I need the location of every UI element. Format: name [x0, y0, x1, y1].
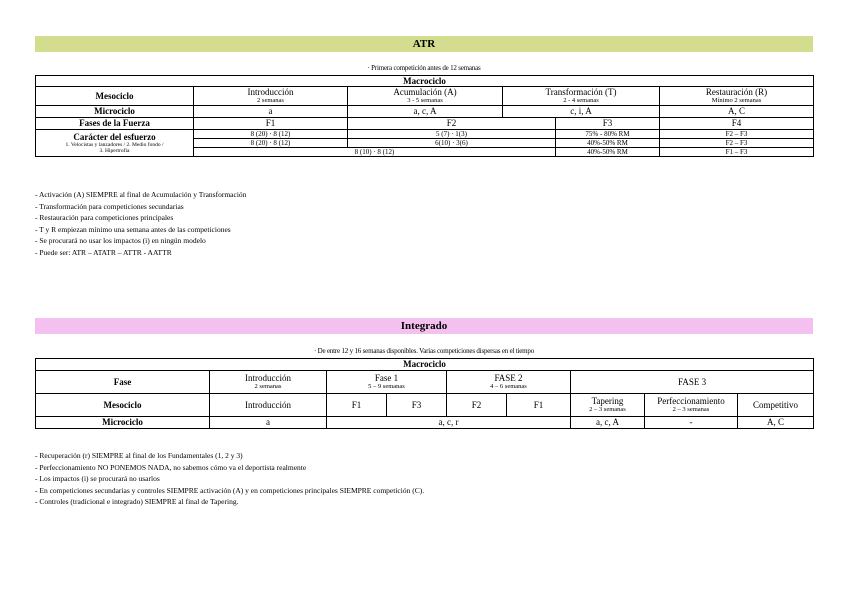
table-row: [36, 106, 814, 118]
table-row: [36, 87, 814, 106]
fuerza-cell: F4: [660, 118, 814, 130]
atr-title-bar: [35, 36, 813, 52]
micro-cell: -: [645, 417, 738, 429]
meso-cell: F1: [327, 394, 387, 417]
meso-cell: F1: [507, 394, 571, 417]
list-item: - Puede ser: ATR – ATATR – ATTR - AATTR: [35, 247, 172, 257]
atr-notes-list: [35, 189, 246, 259]
micro-cell: a: [194, 106, 348, 118]
phase-introduccion: Introducción 2 semanas: [194, 87, 348, 106]
integrado-title: Integrado: [400, 320, 448, 332]
micro-cell: a, c, A: [348, 106, 503, 118]
caracter-cell: 40%-50% RM: [556, 148, 660, 157]
list-item: - Controles (tradicional e integrado) SIEMPRE al final de Tapering.: [35, 497, 239, 507]
table-row: [36, 359, 814, 371]
list-item: - Activación (A) SIEMPRE al final de Acumulación y Transformación: [35, 190, 247, 199]
microciclo-label: Microciclo: [36, 106, 194, 118]
micro-cell: A, C: [738, 417, 814, 429]
caracter-cell: F1 – F3: [660, 148, 814, 157]
table-row: [36, 417, 814, 429]
caracter-cell: 40%-50% RM: [556, 139, 660, 148]
integrado-table: [35, 358, 814, 429]
phase-acumulacion: Acumulación (A) 3 - 5 semanas: [348, 87, 503, 106]
list-item: - Transformación para competiciones secundarias: [35, 201, 184, 211]
fase-label: Fase: [36, 371, 210, 394]
meso-cell: Introducción: [210, 394, 327, 417]
macrociclo-header: Macrociclo: [36, 359, 814, 371]
micro-cell: A, C: [660, 106, 814, 118]
caracter-cell: 8 (10) · 8 (12): [194, 148, 556, 157]
list-item: - En competiciones secundarias y controles SIEMPRE activación (A) y en competiciones principales SIEMPRE competición (C).: [35, 485, 425, 495]
phase-restauracion: Restauración (R) Mínimo 2 semanas: [660, 87, 814, 106]
macrociclo-header: Macrociclo: [36, 76, 814, 87]
micro-cell: a: [210, 417, 327, 429]
fase-1: Fase 1 5 – 9 semanas: [327, 371, 447, 394]
micro-cell: c, i, A: [503, 106, 660, 118]
integrado-title-bar: [35, 318, 813, 334]
fase-introduccion: Introducción 2 semanas: [210, 371, 327, 394]
fases-fuerza-label: Fases de la Fuerza: [36, 118, 194, 130]
table-row: [36, 394, 814, 417]
list-item: - T y R empiezan mínimo una semana antes de las competiciones: [35, 224, 231, 234]
fase-3: FASE 3: [571, 371, 814, 394]
phase-transformacion: Transformación (T) 2 - 4 semanas: [503, 87, 660, 106]
micro-cell: a, c, A: [571, 417, 645, 429]
caracter-cell: F2 – F3: [660, 130, 814, 139]
atr-table: [35, 75, 814, 157]
microciclo-label: Microciclo: [36, 417, 210, 429]
caracter-cell: 8 (20) · 8 (12): [194, 130, 348, 139]
list-item: - Recuperación (r) SIEMPRE al final de los Fundamentales (1, 2 y 3): [35, 451, 243, 460]
table-row: [36, 371, 814, 394]
integrado-note: · De entre 12 y 16 semanas disponibles. Varias competiciones dispersas en el tiempo: [313, 347, 535, 355]
table-row: [36, 76, 814, 87]
caracter-cell: 75% - 80% RM: [556, 130, 660, 139]
meso-cell: F3: [387, 394, 447, 417]
caracter-label: Carácter del esfuerzo 1. Velocistas y lanzadores / 2. Medio fondo / 3. Hipertrofia: [36, 130, 194, 157]
caracter-cell: F2 – F3: [660, 139, 814, 148]
list-item: - Perfeccionamiento NO PONEMOS NADA, no sabemos cómo va el deportista realmente: [35, 462, 307, 472]
fuerza-cell: F1: [194, 118, 348, 130]
meso-tapering: Tapering 2 – 3 semanas: [571, 394, 645, 417]
table-row: [36, 118, 814, 130]
meso-cell: F2: [447, 394, 507, 417]
list-item: - Se procurará no usar los impactos (i) en ningún modelo: [35, 236, 206, 246]
meso-competitivo: Competitivo: [738, 394, 814, 417]
fase-2: FASE 2 4 – 6 semanas: [447, 371, 571, 394]
atr-title: ATR: [412, 38, 436, 50]
fuerza-cell: F3: [556, 118, 660, 130]
fuerza-cell: F2: [348, 118, 556, 130]
caracter-cell: 6(10) · 3(6): [348, 139, 556, 148]
list-item: - Los impactos (i) se procurará no usarlos: [35, 474, 160, 484]
caracter-cell: 8 (20) · 8 (12): [194, 139, 348, 148]
mesociclo-label: Mesociclo: [36, 394, 210, 417]
table-row: [36, 130, 814, 139]
micro-cell: a, c, r: [327, 417, 571, 429]
caracter-cell: 5 (7) · 1(3): [348, 130, 556, 139]
integrado-notes-list: [35, 450, 424, 508]
list-item: - Restauración para competiciones principales: [35, 213, 174, 223]
meso-perfeccionamiento: Perfeccionamiento 2 – 3 semanas: [645, 394, 738, 417]
atr-note: · Primera competición antes de 12 semanas: [367, 64, 481, 72]
mesociclo-label: Mesociclo: [36, 87, 194, 106]
